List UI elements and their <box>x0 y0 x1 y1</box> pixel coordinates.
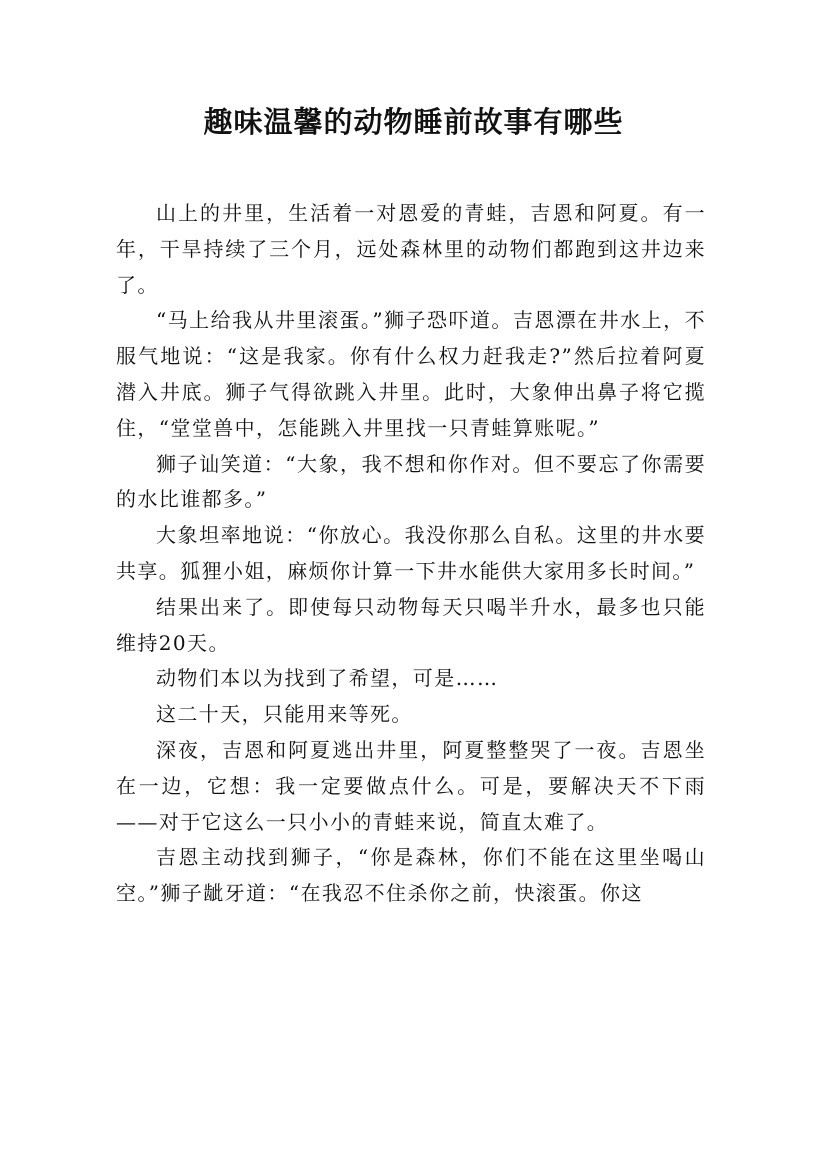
paragraph: 山上的井里，生活着一对恩爱的青蛙，吉恩和阿夏。有一年，干旱持续了三个月，远处森林里的动物们都跑到这井边来了。 <box>116 201 706 297</box>
document-body <box>116 196 706 912</box>
paragraph: 吉恩主动找到狮子，“你是森林，你们不能在这里坐喝山空。”狮子龇牙道：“在我忍不住杀你之前，快滚蛋。你这 <box>116 845 706 906</box>
paragraph: “马上给我从井里滚蛋。”狮子恐吓道。吉恩漂在井水上，不服气地说：“这是我家。你有什么权力赶我走?”然后拉着阿夏潜入井底。狮子气得欲跳入井里。此时，大象伸出鼻子将它揽住，“堂堂兽中，怎能跳入井里找一只青蛙算账呢。” <box>116 308 706 440</box>
paragraph: 狮子讪笑道：“大象，我不想和你作对。但不要忘了你需要的水比谁都多。” <box>116 451 706 512</box>
document-title: 趣味温馨的动物睡前故事有哪些 <box>203 105 624 139</box>
paragraph: 结果出来了。即使每只动物每天只喝半升水，最多也只能维持20天。 <box>116 594 706 655</box>
paragraph: 深夜，吉恩和阿夏逃出井里，阿夏整整哭了一夜。吉恩坐在一边，它想：我一定要做点什么。可是，要解决天不下雨——对于它这么一只小小的青蛙来说，简直太难了。 <box>116 737 706 834</box>
paragraph: 动物们本以为找到了希望，可是…… <box>156 666 499 691</box>
paragraph: 这二十天，只能用来等死。 <box>156 702 413 727</box>
paragraph: 大象坦率地说：“你放心。我没你那么自私。这里的井水要共享。狐狸小姐，麻烦你计算一下井水能供大家用多长时间。” <box>116 523 706 583</box>
